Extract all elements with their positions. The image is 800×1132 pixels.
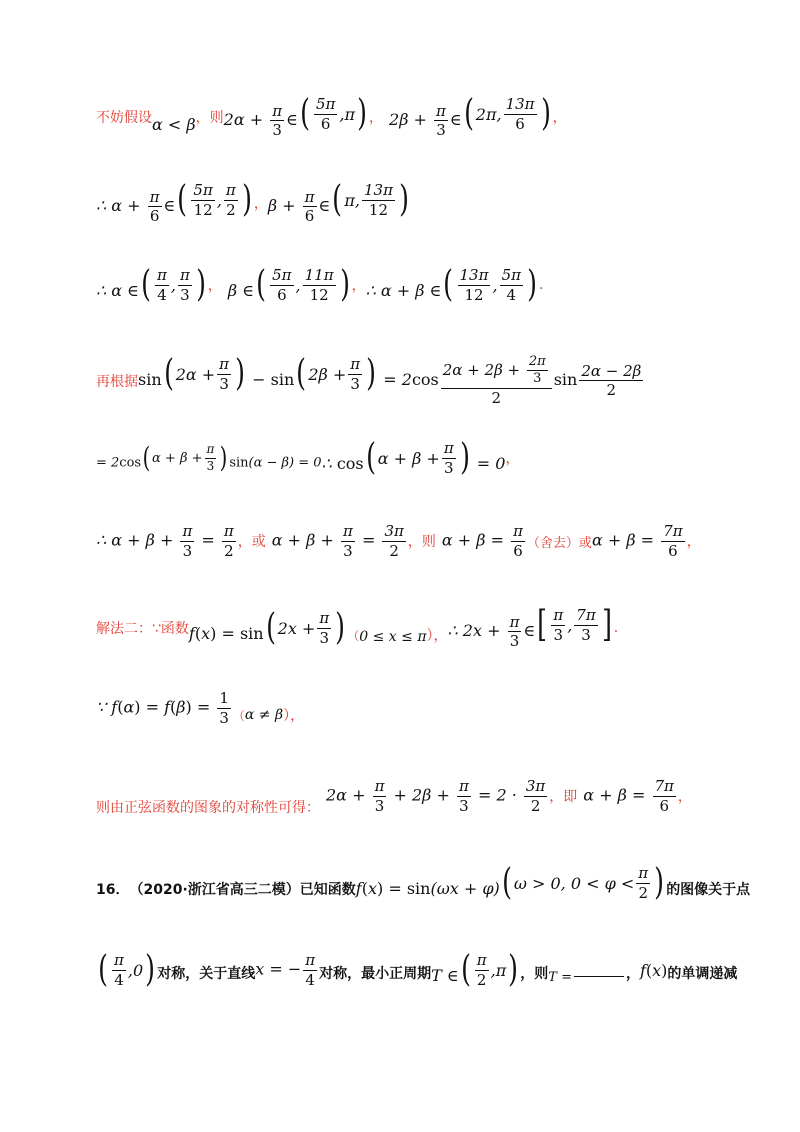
line-problem-16-cont: [96, 949, 740, 990]
text-decreasing: 的单调递减: [667, 966, 738, 982]
math-fx: f(x): [639, 960, 668, 980]
text-paren-close-2: ），: [283, 708, 305, 724]
math-2alpha-range: 2α + $\frac{\pi}{3}$ ∈ ( $\frac{5\pi}{6}$ ,π ): [223, 93, 367, 139]
text-assume: 不妨假设: [96, 110, 152, 127]
text-method-two: 解法二：∵函数: [96, 621, 189, 638]
text-period: 对称，最小正周期: [319, 966, 432, 982]
math-sol-4: α + β = $\frac{7\pi}{6}$: [591, 522, 683, 560]
line-f-equal: [96, 690, 740, 726]
math-point: ( $\frac{\pi}{4}$ ,0 ): [98, 949, 156, 990]
math-alpha-range: ∴ α ∈ ( $\frac{\pi}{4}$ , $\frac{\pi}{3}$ ): [96, 264, 206, 305]
line-assume: [96, 93, 740, 139]
math-f-def: f(x) = sin ( 2x + $\frac{\pi}{3}$ ): [188, 607, 346, 649]
math-domain: 0 ≤ x ≤ π: [359, 629, 427, 646]
text-according: 再根据: [96, 373, 138, 390]
text-then-3: ，则: [520, 966, 549, 982]
text-period-1: .: [539, 277, 544, 293]
math-cos-zero: ∴ cos ( α + β + $\frac{\pi}{3}$ ) = 0: [321, 437, 506, 478]
text-graph-point: 的图像关于点: [666, 882, 751, 898]
text-comma-2: ，: [552, 110, 567, 127]
text-discard: （舍去）或: [526, 535, 592, 551]
math-sol-3: α + β = $\frac{\pi}{6}$: [441, 522, 523, 560]
math-result: α + β = $\frac{7\pi}{6}$: [583, 777, 674, 815]
text-paren-open: （: [347, 628, 360, 643]
text-comma-6: ，: [686, 534, 701, 550]
answer-blank[interactable]: [574, 964, 624, 977]
line-sum-to-product: [96, 355, 740, 406]
text-comma-4: ，: [351, 278, 366, 294]
line-symmetry: [96, 775, 740, 817]
text-comma-7: ，: [677, 789, 692, 805]
math-f-equal: ∵ f(α) = f(β) = $\frac{1}{3}$: [96, 689, 229, 727]
text-comma-5: ，: [505, 451, 520, 467]
math-line-x: x = − $\frac{\pi}{4}$: [255, 951, 316, 989]
line-alpha-beta-range: [96, 264, 740, 305]
math-2beta-range: 2β + $\frac{\pi}{3}$ ∈ ( 2π, $\frac{13\pi}{6}$ ): [389, 93, 551, 139]
line-problem-16: [96, 862, 751, 903]
math-beta-range: β ∈ ( $\frac{5\pi}{6}$ , $\frac{11\pi}{12}$ ): [227, 264, 350, 305]
text-comma-3: ，: [207, 278, 222, 294]
math-2x-range: ∴ 2x + $\frac{\pi}{3}$ ∈ [ $\frac{\pi}{3}$ , $\frac{7\pi}{3}$ ]: [447, 604, 612, 650]
problem-number: 16．: [96, 882, 130, 898]
math-alpha-lt-beta: α < β: [152, 114, 196, 134]
math-symmetry-sum: 2α + $\frac{\pi}{3}$ + 2β + $\frac{\pi}{3}$ = 2 · $\frac{3\pi}{2}$: [326, 777, 546, 815]
text-then-2: ，则: [407, 534, 436, 550]
text-paren-close: ），: [426, 628, 448, 645]
math-period-range: T ∈ ( $\frac{\pi}{2}$ ,π ): [431, 949, 519, 990]
text-paren-open-2: （: [232, 708, 245, 723]
math-sol-1: ∴ α + β + $\frac{\pi}{3}$ = $\frac{\pi}{2}$: [96, 522, 234, 560]
text-then: ，则: [195, 110, 224, 127]
line-solutions: [96, 523, 740, 559]
text-symmetric-line: 对称，关于直线: [157, 966, 256, 982]
text-comma-1: ，: [369, 110, 384, 127]
text-symmetry: 则由正弦函数的图象的对称性可得：: [96, 800, 320, 816]
text-namely: ，即: [549, 789, 578, 805]
text-or-1: ，或: [237, 534, 266, 550]
math-product-zero: = 2cos ( α + β + $\frac{\pi}{3}$ ) sin(α − β) = 0: [96, 441, 322, 474]
math-beta-shift: β + $\frac{\pi}{6}$ ∈ ( π, $\frac{13\pi}{12}$ ): [267, 179, 409, 225]
text-comma-8: ，: [625, 966, 640, 982]
math-sum-range: ∴ α + β ∈ ( $\frac{13\pi}{12}$ , $\frac{5\pi}{4}$ ): [365, 264, 537, 305]
line-method-two: 解法二：∵函数 f(x) = sin ( 2x + $\frac{\pi}{3}$ ) （ 0 ≤ x ≤ π ）， ∴ 2x + $\frac{\pi}{3}$ ∈ [ $\frac{\pi}{3}$ , $\frac{7\pi}{3}$ ] .: [96, 604, 619, 650]
math-alpha-shift: ∴ α + $\frac{\pi}{6}$ ∈ ( $\frac{5\pi}{12}$ , $\frac{\pi}{2}$ ): [96, 179, 252, 225]
problem-source: （2020·浙江省高三二模）已知函数: [129, 882, 356, 898]
math-sol-2: α + β + $\frac{\pi}{3}$ = $\frac{3\pi}{2}$: [271, 522, 404, 560]
line-alpha-beta-shift: ∴ α + $\frac{\pi}{6}$ ∈ ( $\frac{5\pi}{12}$ , $\frac{\pi}{2}$ ) ， β + $\frac{\pi}{6}$ ∈ ( π, $\frac{13\pi}{12}$ ): [96, 182, 740, 225]
line-cos-zero: [96, 437, 740, 478]
math-sum-to-product: sin ( 2α + $\frac{\pi}{3}$ ) − sin ( 2β + $\frac{\pi}{3}$ ) = 2cos 2α + 2β + $\frac{2\pi}{3}$ 2 sin $\frac{2\alpha - 2\beta}{2}$: [138, 353, 642, 407]
math-alpha-neq-beta: α ≠ β: [244, 707, 284, 723]
math-f-omega: f(x) = sin(ωx + φ) ( ω > 0, 0 < φ < $\frac{\pi}{2}$ ): [355, 862, 665, 903]
math-T-eq: T =: [548, 969, 572, 985]
